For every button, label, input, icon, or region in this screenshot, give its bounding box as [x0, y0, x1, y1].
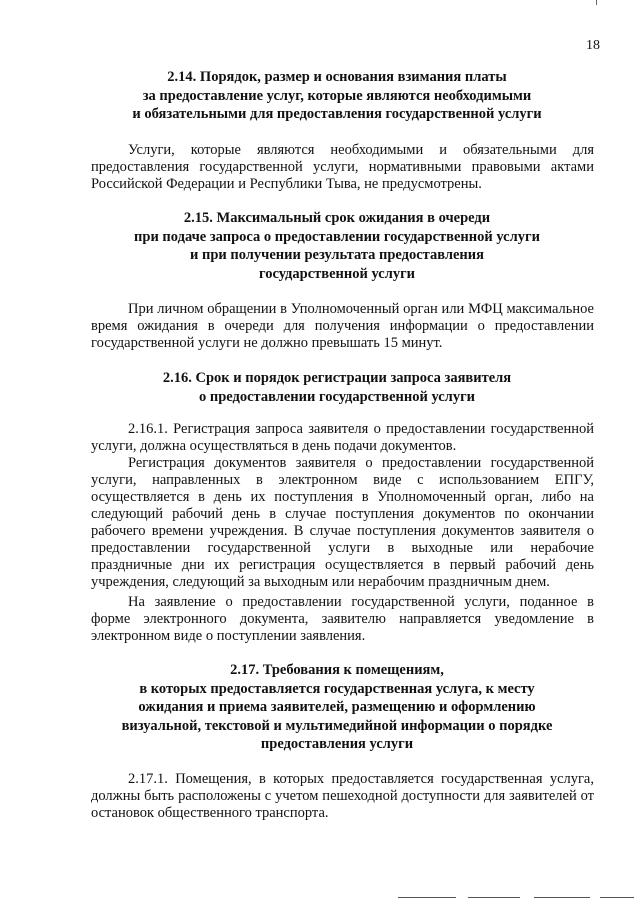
heading-line: 2.15. Максимальный срок ожидания в очереди: [183, 210, 491, 226]
page-number: 18: [586, 38, 600, 53]
heading-line: о предоставлении государственной услуги: [198, 388, 476, 405]
paragraph: На заявление о предоставлении государственной услуги, поданное в форме электронного документа, заявителю направляется уведомление в электронном виде о поступлении заявления.: [91, 594, 594, 644]
heading-line: ожидания и приема заявителей, размещению и оформлению: [138, 699, 536, 715]
heading-line: государственной услуги: [258, 265, 416, 282]
paragraph: Регистрация документов заявителя о предоставлении государственной услуги, направленных в электронном виде с использованием ЕПГУ, осуществляется в день их поступления в Уполномоченный орган, либо на следующий рабочий день в случае поступления документов по окончании рабочего времени учреждения. В случае поступления документов заявителя о предоставлении государственной услуги в выходные или нерабочие праздничные дни их регистрация осуществляется в первый рабочий день учреждения, следующий за выходным или нерабочим праздничным днем.: [91, 455, 594, 590]
scan-artifact-line: [468, 897, 520, 898]
paragraph: Услуги, которые являются необходимыми и обязательными для предоставления государственной услуги, нормативными правовыми актами Российской Федерации и Республики Тыва, не предусмотрены.: [91, 142, 594, 192]
scan-edge-mark: [596, 0, 597, 5]
heading-line: и при получении результата предоставления: [190, 247, 484, 263]
heading-line: за предоставление услуг, которые являются необходимыми: [142, 87, 532, 104]
scan-artifact-line: [600, 897, 634, 898]
section-heading-2-16: [80, 369, 594, 406]
section-heading-2-15: [80, 209, 594, 283]
heading-line: и обязательными для предоставления государственной услуги: [132, 106, 542, 122]
heading-line: 2.14. Порядок, размер и основания взимания платы: [167, 69, 507, 85]
section-heading-2-14: [80, 68, 594, 124]
heading-line: в которых предоставляется государственная услуга, к месту: [139, 680, 535, 697]
section-heading-2-17: [80, 661, 594, 754]
heading-line: визуальной, текстовой и мультимедийной информации о порядке: [121, 717, 553, 734]
paragraph: 2.17.1. Помещения, в которых предоставляется государственная услуга, должны быть расположены с учетом пешеходной доступности для заявителей от остановок общественного транспорта.: [91, 771, 594, 821]
scan-artifact-line: [398, 897, 456, 898]
heading-line: 2.16. Срок и порядок регистрации запроса заявителя: [162, 370, 512, 386]
heading-line: предоставления услуги: [260, 736, 414, 752]
heading-line: при подаче запроса о предоставлении государственной услуги: [134, 228, 540, 245]
scan-artifact-line: [534, 897, 590, 898]
paragraph: 2.16.1. Регистрация запроса заявителя о предоставлении государственной услуги, должна осуществляться в день подачи документов.: [91, 421, 594, 454]
paragraph: При личном обращении в Уполномоченный орган или МФЦ максимальное время ожидания в очереди для получения информации о предоставлении государственной услуги не должно превышать 15 минут.: [91, 301, 594, 351]
heading-line: 2.17. Требования к помещениям,: [230, 662, 444, 678]
